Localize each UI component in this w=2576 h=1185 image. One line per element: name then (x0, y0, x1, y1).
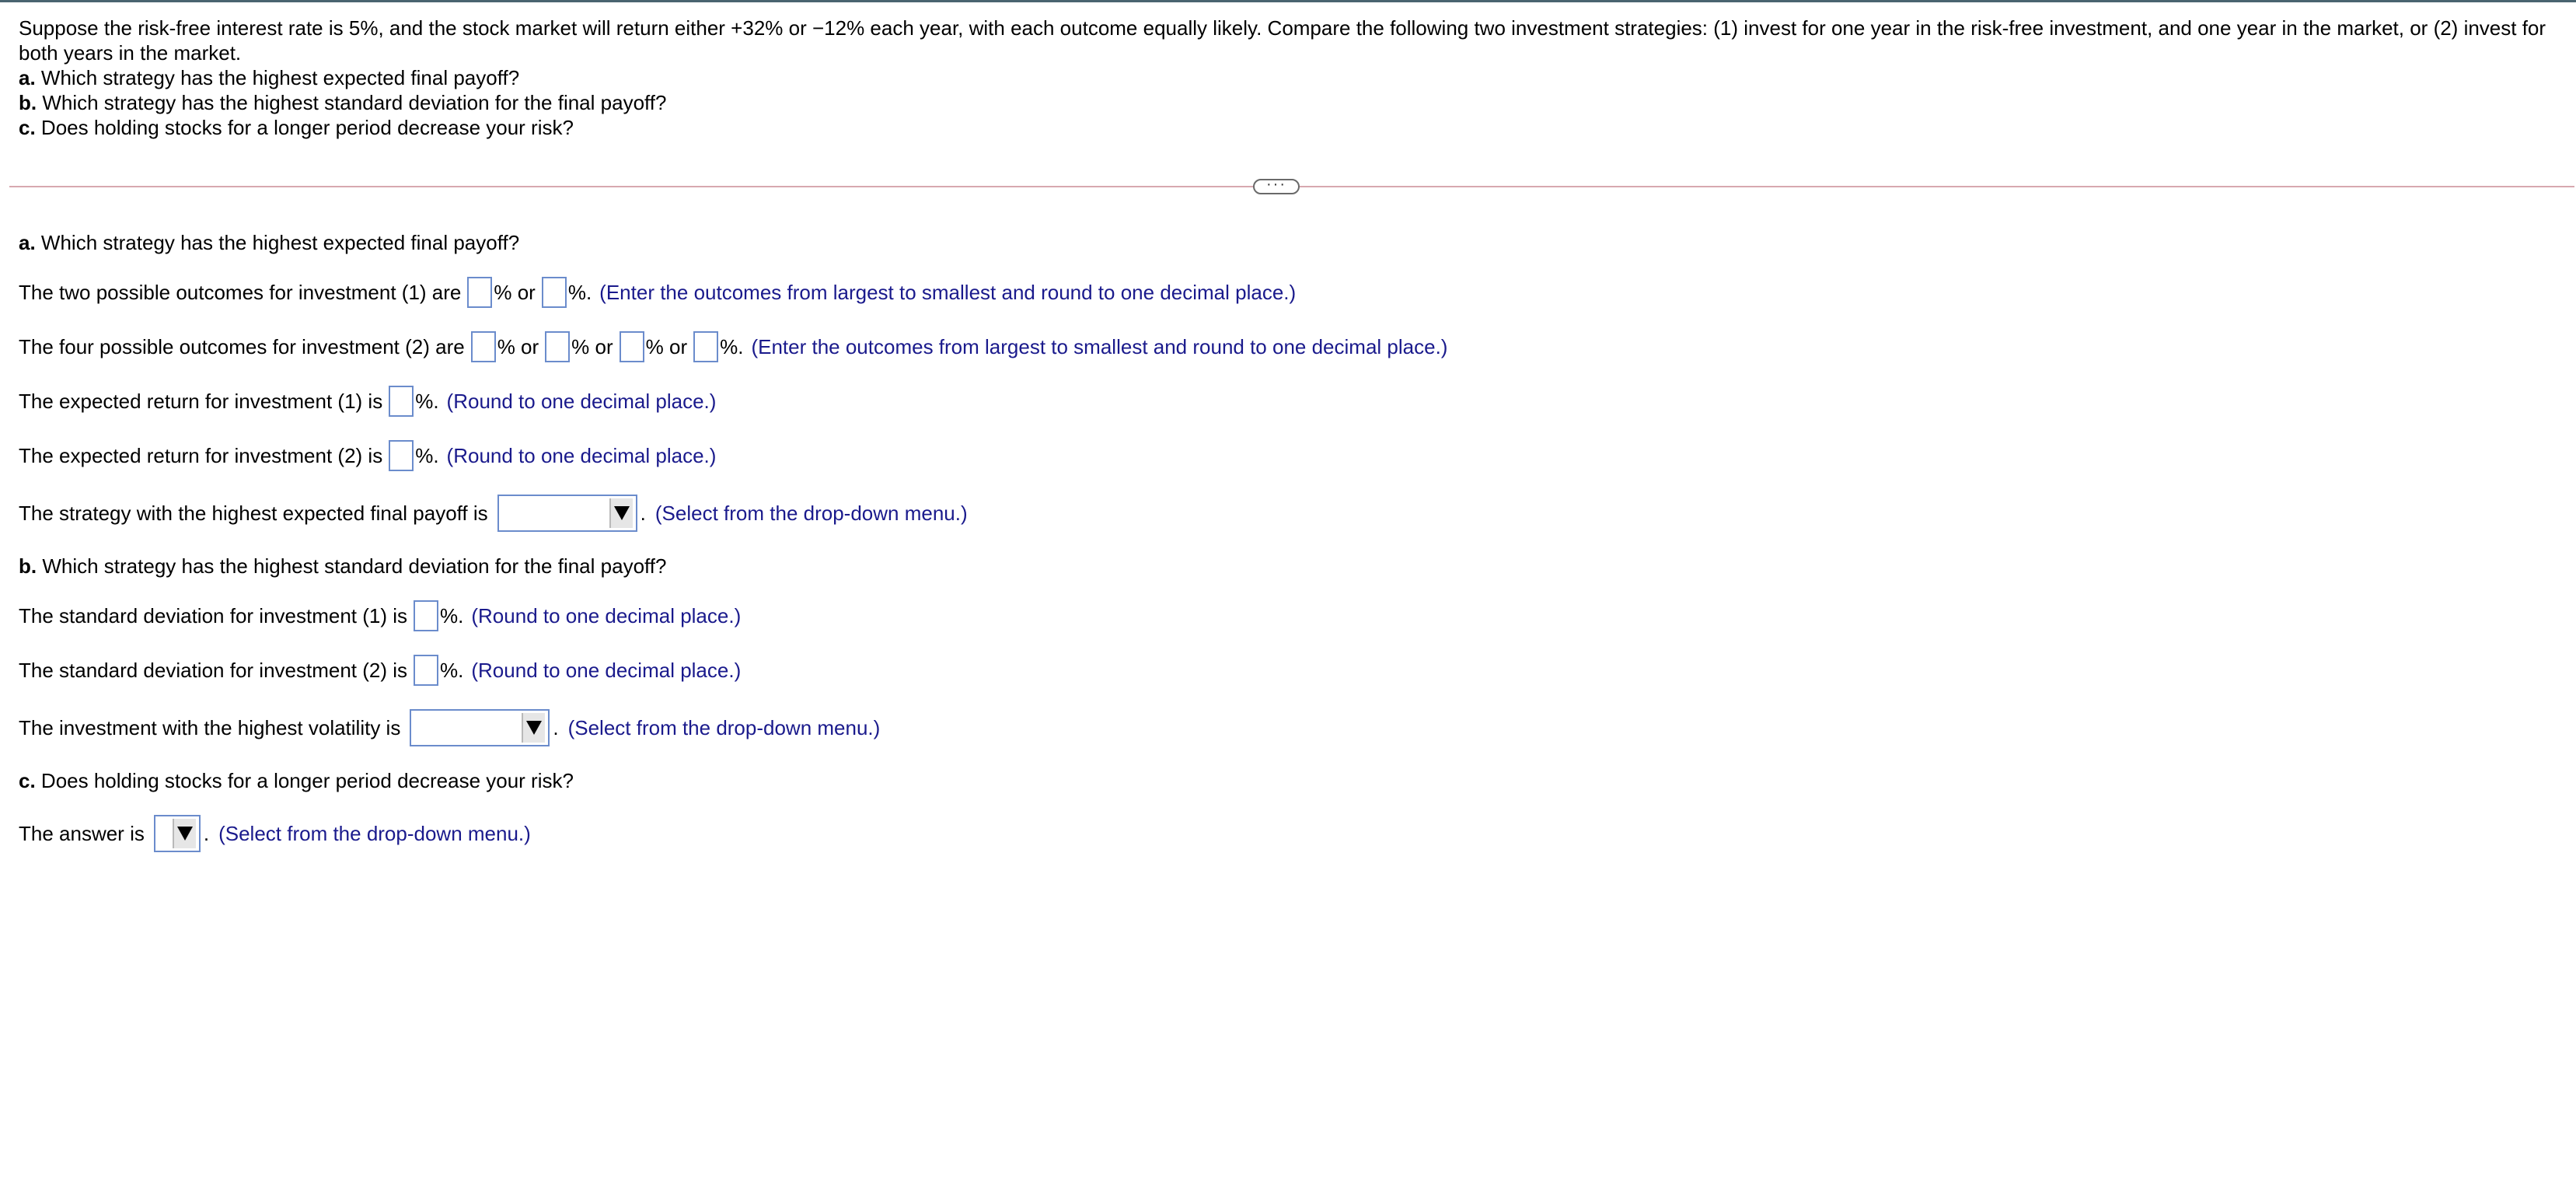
answer-select[interactable] (154, 815, 201, 852)
part-heading: Does holding stocks for a longer period decrease your risk? (40, 769, 574, 792)
expected-return-1-row (19, 383, 716, 420)
part-label: b. (19, 91, 37, 114)
punct: . (640, 502, 646, 525)
question-part-b (19, 90, 2560, 115)
chevron-down-icon (177, 827, 193, 841)
dropdown-arrow[interactable] (173, 819, 196, 848)
outcome2-input-3[interactable] (620, 331, 644, 362)
hint-text: (Select from the drop-down menu.) (567, 716, 881, 739)
highest-payoff-row (19, 495, 968, 532)
chevron-down-icon (526, 721, 542, 735)
hint-text: (Select from the drop-down menu.) (218, 822, 531, 845)
part-label: c. (19, 116, 36, 139)
prompt-text: The two possible outcomes for investment (1) are (19, 281, 462, 304)
answer-row (19, 815, 531, 852)
outcome1-input-2[interactable] (542, 277, 567, 308)
sd-1-row (19, 597, 741, 634)
hint-text: (Round to one decimal place.) (471, 604, 742, 627)
chevron-down-icon (614, 506, 630, 520)
expected-return-1-input[interactable] (389, 386, 414, 417)
part-heading: Which strategy has the highest standard deviation for the final payoff? (42, 554, 667, 578)
outcome2-input-1[interactable] (471, 331, 496, 362)
two-outcomes-row (19, 274, 1296, 311)
part-c-heading (19, 762, 574, 799)
part-b-heading (19, 547, 666, 585)
unit-text: % or (645, 335, 688, 358)
part-label: b. (19, 554, 37, 578)
prompt-text: The standard deviation for investment (1) is (19, 604, 408, 627)
outcome2-input-2[interactable] (545, 331, 570, 362)
unit-text: % or (497, 335, 539, 358)
hint-text: (Enter the outcomes from largest to smallest and round to one decimal place.) (751, 335, 1448, 358)
prompt-text: The expected return for investment (1) is (19, 390, 383, 413)
prompt-text: The strategy with the highest expected final payoff is (19, 502, 488, 525)
unit-text: %. (440, 659, 464, 682)
part-label: c. (19, 769, 36, 792)
part-label: a. (19, 231, 36, 254)
question-text (19, 16, 2560, 140)
prompt-text: The investment with the highest volatility is (19, 716, 401, 739)
part-label: a. (19, 66, 36, 89)
expected-return-2-input[interactable] (389, 440, 414, 471)
top-border (0, 0, 2576, 2)
question-a-text: Which strategy has the highest expected final payoff? (40, 66, 520, 89)
unit-text: %. (415, 444, 439, 467)
outcome2-input-4[interactable] (693, 331, 718, 362)
sd-1-input[interactable] (414, 600, 438, 631)
hint-text: (Round to one decimal place.) (471, 659, 742, 682)
volatility-row (19, 709, 880, 746)
prompt-text: The expected return for investment (2) is (19, 444, 383, 467)
volatility-select[interactable] (410, 709, 550, 746)
unit-text: %. (440, 604, 464, 627)
dropdown-arrow[interactable] (522, 713, 545, 743)
four-outcomes-row (19, 328, 1447, 365)
expand-more-button[interactable]: ··· (1253, 179, 1300, 194)
prompt-text: The standard deviation for investment (2) is (19, 659, 408, 682)
unit-text: %. (415, 390, 439, 413)
hint-text: (Select from the drop-down menu.) (654, 502, 968, 525)
unit-text: %. (720, 335, 744, 358)
sd-2-row (19, 652, 741, 689)
question-part-a (19, 65, 2560, 90)
punct: . (553, 716, 559, 739)
unit-text: %. (567, 281, 592, 304)
part-heading: Which strategy has the highest expected final payoff? (40, 231, 520, 254)
prompt-text: The four possible outcomes for investment (2) are (19, 335, 465, 358)
dropdown-arrow[interactable] (609, 498, 633, 528)
question-c-text: Does holding stocks for a longer period decrease your risk? (40, 116, 574, 139)
question-intro: Suppose the risk-free interest rate is 5%, and the stock market will return either +32% or −12% each year, with each outcome equally likely. Compare the following two investment strategies: (1) invest for one year in the risk-free investment, and one year in the market, or (2) invest for both years in the market. (19, 16, 2546, 65)
expected-return-2-row (19, 437, 716, 474)
unit-text: % or (494, 281, 536, 304)
question-part-c (19, 115, 2560, 140)
part-a-heading (19, 224, 519, 261)
unit-text: % or (571, 335, 613, 358)
question-b-text: Which strategy has the highest standard deviation for the final payoff? (42, 91, 667, 114)
hint-text: (Enter the outcomes from largest to smallest and round to one decimal place.) (599, 281, 1297, 304)
sd-2-input[interactable] (414, 655, 438, 686)
outcome1-input-1[interactable] (467, 277, 492, 308)
prompt-text: The answer is (19, 822, 145, 845)
hint-text: (Round to one decimal place.) (446, 390, 717, 413)
punct: . (203, 822, 210, 845)
hint-text: (Round to one decimal place.) (446, 444, 717, 467)
strategy-select[interactable] (497, 495, 637, 532)
